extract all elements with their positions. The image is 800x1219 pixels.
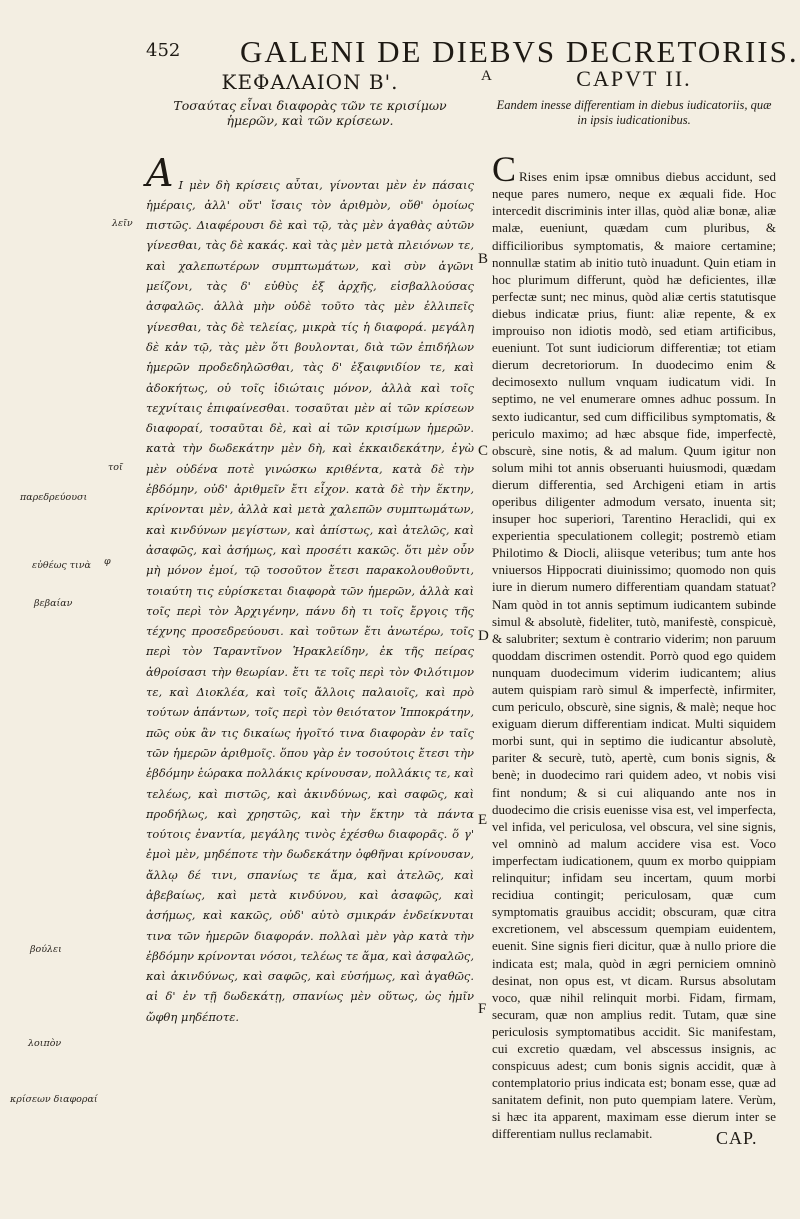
greek-column bbox=[146, 70, 474, 1027]
margin-note: βούλει bbox=[30, 944, 62, 955]
latin-column bbox=[492, 66, 776, 1143]
greek-chapter-heading: ΚΕΦΑΛΑΙΟΝ Β'. bbox=[221, 70, 399, 94]
latin-chapter-heading: CAPVT II. bbox=[576, 66, 692, 91]
greek-drop-cap: Α bbox=[146, 151, 174, 196]
latin-body-text bbox=[492, 134, 776, 1143]
latin-drop-cap: C bbox=[492, 149, 517, 190]
section-letter: F bbox=[478, 1001, 487, 1017]
greek-chapter-subtitle: Τοσαύτας εἶναι διαφορὰς τῶν τε κρισίμων ἡμερῶν, καὶ τῶν κρίσεων. bbox=[173, 98, 447, 128]
catchword: CAP. bbox=[716, 1128, 758, 1148]
margin-note: βεβαίαν bbox=[34, 598, 73, 609]
section-letter: C bbox=[478, 443, 489, 459]
margin-note: λοιπὸν bbox=[28, 1038, 62, 1049]
greek-body-text bbox=[146, 134, 474, 1027]
section-letter: A bbox=[481, 68, 492, 84]
section-letter: D bbox=[478, 628, 489, 644]
running-title: GALENI DE DIEBVS DECRETORIIS. bbox=[240, 34, 799, 69]
margin-note: τοῖ bbox=[108, 462, 123, 473]
margin-note: κρίσεων διαφοραί bbox=[10, 1094, 98, 1105]
margin-note: εὐθέως τινὰ bbox=[32, 560, 91, 571]
greek-paragraph: Ι μὲν δὴ κρίσεις αὗται, γίνονται μὲν ἐν πάσαις ἡμέραις, ἀλλ' οὔτ' ἴσαις τὸν ἀριθμὸν, οὔθ' ὁμοίως πιστῶς. Διαφέρουσι δὲ καὶ τῷ, τὰς μὲν ἀγαθὰς αὐτῶν γίνεσθαι, τὰς δὲ κακάς. καὶ τὰς μὲν μετὰ πλειόνων τε, καὶ χαλεπωτέρων συμπτωμάτων, καὶ σὺν ἀγῶνι μείζονι, τὰς δ' εὐθὺς ἐξ ἀρχῆς, εἰσβαλλούσας ἀσφαλῶς. ἀλλὰ μὴν οὐδὲ τοῦτο τὰς μὲν ἐλλιπεῖς γίνεσθαι, τὰς δὲ τελείας, μικρὰ τίς ἡ διαφορά. μεγάλη δὲ κἀν τῷ, τὰς μὲν ὅτι βουλονται, διὰ τῶν ἐπιδήλων ἡμερῶν προδεδηλῶσθαι, τὰς δ' ἐξαιφνιδίον τε, καὶ ἀδοκήτως, οὐ τοῖς ἰδιώταις μόνον, ἀλλὰ καὶ τοῖς τεχνίταις ἐπιφαίνεσθαι. τοσαῦται μὲν αἱ τῶν κρίσεων διαφοραί, τοσαῦται δὲ, καὶ αἱ τῶν κρισίμων ἡμερῶν. κατὰ τὴν δωδεκάτην μὲν δὴ, καὶ ἑκκαιδεκάτην, ἐγὼ μὲν οὐδένα ποτὲ γινώσκω κριθέντα, κατὰ δὲ τὴν ἑβδόμην, οὐδ' ἀριθμεῖν ἔτι εἶχον. κατὰ δὲ τὴν ἕκτην, κρίνονται μὲν, ἀλλὰ καὶ μετὰ χαλεπῶν συμπτωμάτων, καὶ κινδύνων μεγίστων, καὶ ἀπίστως, καὶ ἀτελῶς, καὶ ἀσαφῶς, καὶ ἀσήμως, καὶ προσέτι κακῶς. ὅτι μὲν οὖν μὴ μόνον ἐμοί, τῷ τοσοῦτον ἔτεσι παρακολουθοῦντι, τοιαύτη τις εὑρίσκεται διαφορὰ τῶν ἡμερῶν, ἀλλὰ καὶ τοῖς περὶ τὸν Ἀρχιγένην, πάνυ δὴ τι τοῖς ἔργοις τῆς τέχνης προσεδρεύουσι. καὶ τοῦτων ἔτι ἀνωτέρω, τοῖς περὶ τὸν Ταραντῖνον Ἡρακλείδην, ἐκ τῆς πείρας ἀθροίσασι τὴν θεωρίαν. ἔτι τε τοῖς περὶ τὸν Φιλότιμον τε, καὶ Διοκλέα, καὶ τοῖς ἄλλοις παλαιοῖς, καὶ πρὸ τούτων ἁπάντων, τοῖς περὶ τὸν θειότατον Ἱπποκράτην, πῶς οὐκ ἂν τις δικαίως ἡγοῖτό τινα διαφορὰν ἐν ταῖς τῶν ἡμερῶν ἀριθμοῖς. ὅπου γὰρ ἐν τοσούτοις ἔτεσι τὴν ἑβδόμην ἑώρακα πολλάκις κρίνουσαν, πολλάκις τε, καὶ τελέως, καὶ πιστῶς, καὶ ἀκινδύνως, καὶ σαφῶς, καὶ προδήλως, καὶ χρηστῶς, καὶ τὴν ἕκτην τὰ πάντα τούτοις ἐναντία, μεγάλης τινὸς ἐχέσθω διαφορᾶς. ὅ γ' ἐμοὶ μὲν, μηδέποτε τὴν δωδεκάτην ὀφθῆναι κρίνουσαν, ἄλλῳ δέ τινι, σπανίως τε ἅμα, καὶ ἀτελῶς, καὶ ἀβεβαίως, καὶ μετὰ κινδύνου, καὶ ἀσαφῶς, καὶ ἀσήμως, καὶ κακῶς, οὐδ' αὐτὸ σμικράν ἐνδείκνυται τινα τῶν ἡμερῶν διαφοράν. πολλαὶ μὲν γὰρ κατὰ τὴν ἑβδόμην κρίνονται νόσοι, τελέως τε ἅμα, καὶ ἀσφαλῶς, καὶ ἀκινδύνως, καὶ σαφῶς, καὶ εὐσήμως, καὶ ἀγαθῶς. αἱ δ' ἐν τῇ δωδεκάτῃ, σπανίως μὲν οὕτως, ὡς ἡμῖν ὤφθη μηδέποτε. bbox=[146, 177, 474, 1024]
margin-note: παρεδρεύουσι bbox=[20, 492, 88, 503]
page-number: 452 bbox=[146, 40, 181, 61]
margin-note: λεῖν bbox=[112, 218, 133, 229]
section-letter: B bbox=[478, 251, 489, 267]
latin-paragraph: Rises enim ipsæ omnibus diebus accidunt, sed neque pares numero, neque ex æquali fide. Hoc intercedit discriminis inter illas, quòd aliæ bonæ, aliæ malæ, eueniunt, quædam cum pluribus, & difficilioribus symptomatis, & maiore certamine; nonnullæ statim ab initio tutò inuadunt. Quin etiam in hoc plurimum differunt, quòd hæ deficientes, illæ perfectæ sunt; nec minus, quòd aliæ certis statutisque diebus indicatæ prius, fiunt: aliæ repente, & ex improuiso non idiotis modò, sed etiam artificibus, eueniunt. Tot sunt iudiciorum differentiæ; tot etiam dierum decretoriorum. In duodecimo enim & decimosexto nullum vnquam iudicatum vidi. In septimo, ne vel enumerare omnes adhuc possum. In sexto iudicantur, sed cum difficilibus symptomatis, & periculo maximo; ad hæc absque fide, imperfectè, obscurè, sine notis, & ad malum. Quum igitur non solum mihi tot annis obseruanti huiusmodi, quædam dierum differentia, sed Archigeni etiam in artis operibus diligenter admodum versato, inuenta sit; insuper hoc superiori, Tarentino Heraclidi, qui ex experientia speculationem collegit; postremò etiam Philotimo & Diocli, aliisque veteribus; tum ante hos vniuersos Hippocrati diuinissimo; quomodo non quis iure in dierum numero differentiam quandam statuat? Nam quòd in tot annis septimum iudicantem subinde simul & absolutè, fideliter, tutò, manifestè, conspicuè, & salubriter; sextum è contrario viderim; non paruum quoddam discrimen ostendit. Porrò quod ego quidem nunquam duodecimum viderim iudicantem; alius autem quispiam rarò simul & imperfectè, infirmiter, cum periculo, obscurè, sine signis, & malè; neque hoc exiguam dierum differentiam indicat. Multi siquidem morbi sunt, qui in septimo die iudicantur absolutè, pariter & securè, tutò, apertè, cum bonis signis, & benè; in duodecimo rari quidem adeo, vt nobis visi fint nondum; & si cui aliquando ante nos in duodecimo die crisis euenisse visa est, vel imperfecta, vel infida, vel periculosa, vel obscura, vel sine signis, vel omninò ad malum accidere visa est. Voco imperfectam iudicationem, quum ex morbo quippiam relinquitur; infidam seu incertam, quum morbi recidiua contingit; periculosam, quæ cum symptomatis grauibus accidit; obscuram, quæ citra excretionem, vel abscessum quempiam euidentem, euenit. Sine signis fieri dicitur, quæ à nullo priore die indicata est; mala, quòd in ægri perniciem omninò desinat, non opus est, vt dicam. Rursus absolutam voco, quæ nihil relinquit morbi. Fidam, firmam, securam, quæ non amplius redit. Tutam, quæ sine periculosis symptomatibus accidit. Sic manifestam, cui excretio quædam, vel abscessus insignis, ac conspicuus adest; cum bonis signis accidit, quæ à contemplatorio prius indicata est; bonam esse, quæ ad sanitatem definit, non puto quempiam latere. Verùm, si hæc ita apparent, maximam esse dierum inter se differentiam nullus reclamabit. bbox=[492, 169, 776, 1142]
section-letter: E bbox=[478, 812, 488, 828]
latin-chapter-subtitle: Eandem inesse differentiam in diebus iudicatoriis, quæ in ipsis iudicationibus. bbox=[496, 98, 772, 127]
margin-note: φ bbox=[104, 556, 111, 567]
